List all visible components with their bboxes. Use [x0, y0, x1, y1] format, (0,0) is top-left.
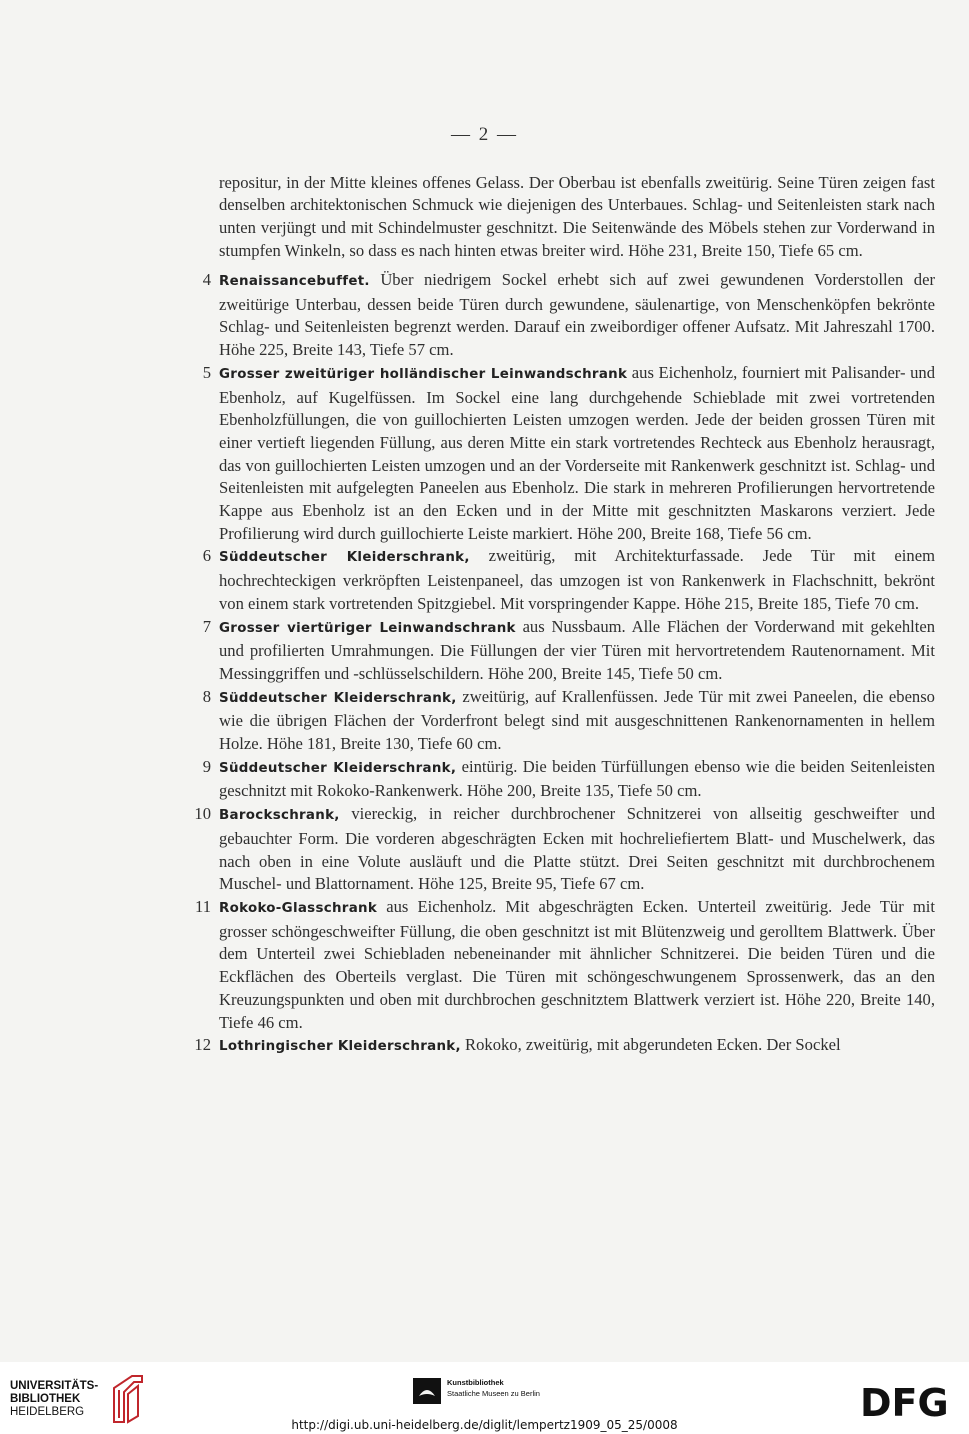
- ub-line-1: UNIVERSITÄTS-: [10, 1380, 99, 1392]
- eagle-seal-icon: [413, 1378, 441, 1404]
- entry-title: Grosser zweitüriger holländischer Leinwandschrank: [219, 366, 628, 382]
- entry-title: Barockschrank,: [219, 808, 340, 824]
- catalog-entry: [202, 269, 935, 362]
- entry-number: 10: [194, 804, 211, 824]
- catalog-entry: [202, 545, 935, 615]
- entry-number: 5: [202, 362, 211, 382]
- intro-paragraph: repositur, in der Mitte kleines offenes Gelass. Der Oberbau ist ebenfalls zweitürig. Seine Türen zeigen fast denselben architektonischen Schmuck wie diejenigen des Unterbaues. Schlag- und Seitenleisten stark nach unten verjüngt und mit Schindelmuster geschnitzt. Die Seitenwände des Möbels stehen zur Vorderwand in stumpfen Winkeln, so dass es nach hinten etwas breiter wird. Höhe 231, Breite 150, Tiefe 65 cm.: [219, 172, 935, 260]
- entry-title: Rokoko-Glasschrank: [219, 900, 378, 916]
- source-url[interactable]: http://digi.ub.uni-heidelberg.de/diglit/lempertz1909_05_25/0008: [291, 1418, 678, 1432]
- page-number: — 2 —: [451, 124, 518, 145]
- catalog-entry: [194, 803, 935, 896]
- entry-number: 6: [202, 546, 211, 566]
- catalog-entry: [202, 756, 935, 803]
- dfg-text: DFG: [860, 1382, 949, 1422]
- catalog-entries: [194, 269, 935, 1059]
- entry-number: 12: [194, 1035, 211, 1055]
- entry-title: Grosser viertüriger Leinwandschrank: [219, 620, 516, 636]
- entry-description: aus Eichenholz. Mit abgeschrägten Ecken. Unterteil zweitürig. Jede Tür mit grosser schöngeschweifter Füllung, die oben geschnitzt ist mit Blütenzweig und gerolltem Blattwerk. Über dem Unterteil zwei Schiebladen nebeneinander mit ähnlicher Schnitzerei. Die beiden Türen und die Eckflächen des Oberteils verglast. Die Türen mit schöngeschwungenem Sprossenwerk, das an den Kreuzungspunkten und oben mit durchbrochen geschnitztem Blattwerk verziert ist. Höhe 220, Breite 140, Tiefe 46 cm.: [219, 896, 935, 1032]
- entry-description: aus Eichenholz, fourniert mit Palisander- und Ebenholz, auf Kugelfüssen. Im Sockel eine lang durchgehende Schieblade mit zwei vortretenden Ebenholzfüllungen, die von guillochierten Leisten umzogen werden. Jede der beiden grossen Türen mit einer vertieft liegenden Füllung, aus deren Mitte ein stark vortretendes Rechteck aus Ebenholz herausragt, das von guillochierten Leisten umzogen und an der Vorderseite mit Rankenwerk geschnitzt ist. Schlag- und Seitenleisten mit aufgelegten Paneelen aus Ebenholz. Die stark in mehreren Profilierungen hervortretende Kappe aus Ebenholz ist an den Ecken und in der Mitte mit geschnitzten Maskarons verziert. Jede Profilierung wird durch guillochierte Leiste markiert. Höhe 200, Breite 168, Tiefe 56 cm.: [219, 362, 935, 543]
- catalog-entry: [195, 896, 935, 1034]
- entry-number: 4: [202, 270, 211, 289]
- entry-number: 11: [195, 896, 211, 916]
- catalog-entry: [202, 616, 935, 686]
- entry-title: Süddeutscher Kleiderschrank,: [219, 760, 457, 776]
- catalog-entry: [202, 362, 935, 546]
- ub-line-3: HEIDELBERG: [10, 1406, 85, 1418]
- catalog-entry: [202, 686, 935, 756]
- entry-number: 8: [202, 686, 211, 706]
- entry-description: zweitürig, auf Krallenfüssen. Jede Tür mit zwei Paneelen, die ebenso wie die übrigen Flächen der Vorderfront belegt sind mit ausgeschnittenen Rankenornamenten in hellem Holze. Höhe 181, Breite 130, Tiefe 60 cm.: [219, 686, 935, 754]
- kunstbibliothek-logo[interactable]: [413, 1376, 583, 1406]
- entry-title: Süddeutscher Kleiderschrank,: [219, 550, 470, 566]
- kb-line-1: Kunstbibliothek: [447, 1378, 504, 1387]
- entry-number: 7: [202, 616, 211, 636]
- kb-line-2: Staatliche Museen zu Berlin: [447, 1389, 540, 1398]
- entry-number: 9: [202, 756, 211, 776]
- entry-description: viereckig, in reicher durchbrochener Schnitzerei von allseitig geschweifter und gebauchter Form. Die vorderen abgeschrägten Ecken mit hochreliefiertem Blatt- und Muschelwerk, das nach oben in eine Volute ausläuft und die Platte stützt. Drei Seiten geschnitzt mit durchbrochenem Muschel- und Blattornament. Höhe 125, Breite 95, Tiefe 67 cm.: [219, 804, 935, 894]
- entry-title: Lothringischer Kleiderschrank,: [219, 1039, 461, 1055]
- entry-description: aus Nussbaum. Alle Flächen der Vorderwand mit gekehlten und profilierten Umrahmungen. Die Füllungen der vier Türen mit hervortretendem Rautenornament. Mit Messinggriffen und -schlüsselschildern. Höhe 200, Breite 145, Tiefe 50 cm.: [219, 616, 935, 683]
- catalog-entry: [194, 1034, 935, 1059]
- ub-line-2: BIBLIOTHEK: [10, 1393, 81, 1405]
- entry-description: eintürig. Die beiden Türfüllungen ebenso wie die beiden Seitenleisten geschnitzt mit Rokoko-Rankenwerk. Höhe 200, Breite 135, Tiefe 50 cm.: [219, 756, 935, 801]
- footer: [0, 1362, 969, 1434]
- entry-title: Renaissancebuffet.: [219, 274, 370, 289]
- entry-description: Über niedrigem Sockel erhebt sich auf zwei gewundenen Vorderstollen der zweitürige Unterbau, dessen beide Türen durch gewundene, säulenartige, von Menschenköpfen bekrönte Schlag- und Seitenleisten begrenzt werden. Darauf ein zweibordiger offener Aufsatz. Mit Jahreszahl 1700. Höhe 225, Breite 143, Tiefe 57 cm.: [219, 270, 935, 360]
- entry-description: zweitürig, mit Architekturfassade. Jede Tür mit einem hochrechteckigen verkröpften Leistenpaneel, das umzogen ist von Rankenwerk in Flachschnitt, bekrönt von einem stark vortretenden Spitzgiebel. Mit vorspringender Kappe. Höhe 215, Breite 185, Tiefe 70 cm.: [219, 546, 935, 613]
- entry-title: Süddeutscher Kleiderschrank,: [219, 690, 457, 706]
- entry-description: Rokoko, zweitürig, mit abgerundeten Ecken. Der Sockel: [465, 1035, 841, 1055]
- dfg-logo[interactable]: [860, 1382, 956, 1422]
